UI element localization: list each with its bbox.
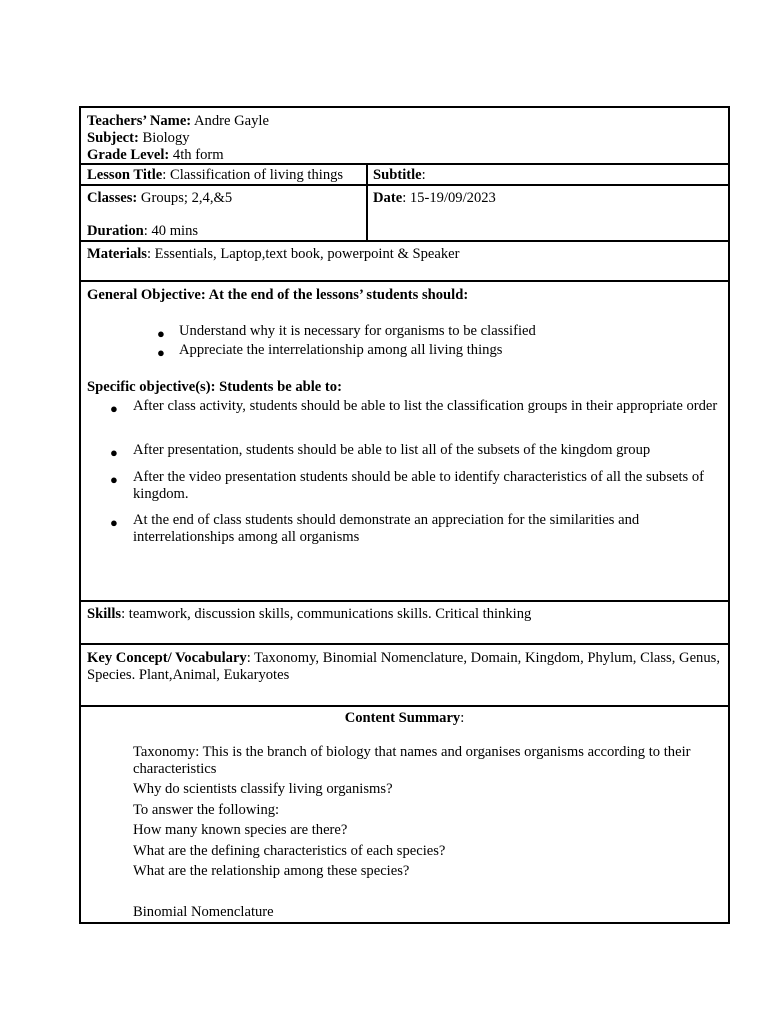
bullet-icon: ● (157, 326, 165, 341)
lesson-title-row (81, 165, 728, 186)
specific-objective-item: After class activity, students should be able to list the classification groups in their appropriate order (133, 398, 718, 414)
classes-row (81, 186, 728, 242)
lesson-title (87, 167, 343, 184)
skills-row (81, 602, 728, 645)
specific-objective-item: After presentation, students should be able to list all of the subsets of the kingdom group (133, 442, 651, 458)
skills-value: : teamwork, discussion skills, communications skills. Critical thinking (121, 606, 532, 622)
classes-value: Groups; 2,4,&5 (137, 190, 233, 206)
teacher-label: Teachers’ Name: (87, 113, 192, 129)
content-summary-heading (81, 710, 728, 727)
subject-label: Subject: (87, 130, 139, 146)
subtitle-label: Subtitle (373, 167, 422, 183)
bullet-icon: ● (157, 345, 165, 360)
classes (87, 190, 232, 207)
date (373, 190, 496, 207)
subtitle (373, 167, 426, 184)
grade-value: 4th form (169, 147, 224, 163)
content-line: How many known species are there? (133, 822, 348, 838)
bullet-icon: ● (110, 515, 118, 530)
general-objective-item: Appreciate the interrelationship among all living things (179, 342, 503, 358)
specific-objective-item: At the end of class students should demonstrate an appreciation for the similarities and interrelationships among all organisms (133, 512, 640, 545)
materials-value: : Essentials, Laptop,text book, powerpoint & Speaker (146, 246, 460, 262)
content-line: What are the relationship among these species? (133, 863, 410, 879)
content-line: Why do scientists classify living organisms? (133, 781, 393, 797)
content-summary-label: Content Summary (344, 710, 461, 726)
date-value: : 15-19/09/2023 (402, 190, 496, 206)
lesson-title-cell (81, 165, 368, 184)
header-row (81, 108, 728, 165)
materials-row (81, 242, 728, 282)
specific-objective-heading (87, 379, 342, 396)
subtitle-value: : (421, 167, 426, 183)
date-label: Date (373, 190, 403, 206)
duration-value: : 40 mins (143, 223, 199, 239)
content-line: Binomial Nomenclature (133, 904, 274, 920)
skills-label: Skills (87, 606, 122, 622)
duration (87, 223, 198, 240)
general-objective-item: Understand why it is necessary for organisms to be classified (179, 323, 536, 339)
lesson-title-value: : Classification of living things (162, 167, 344, 183)
lesson-title-label: Lesson Title (87, 167, 163, 183)
vocabulary-value: : Taxonomy, Binomial Nomenclature, Domain, Kingdom, Phylum, Class, Genus, Species. Plant,Animal, Eukaryotes (87, 650, 720, 683)
teacher-value: Andre Gayle (191, 113, 269, 129)
content-line: Taxonomy: This is the branch of biology that names and organises organisms according to their characteristics (133, 744, 691, 777)
specific-objective-item: After the video presentation students should be able to identify characteristics of all the subsets of kingdom. (133, 469, 705, 502)
content-summary-suffix: : (460, 710, 465, 726)
date-cell (368, 186, 728, 240)
general-objective-label: General Objective: At the end of the lessons’ students should: (87, 287, 469, 303)
subject (87, 130, 190, 147)
materials-label: Materials (87, 246, 147, 262)
general-objective-heading (87, 287, 468, 304)
objectives-row (81, 282, 728, 602)
teacher-name (87, 113, 269, 130)
specific-objective-label: Specific objective(s): Students be able to: (87, 379, 342, 395)
grade-label: Grade Level: (87, 147, 170, 163)
vocabulary-row (81, 645, 728, 707)
lesson-plan-table (79, 106, 730, 924)
bullet-icon: ● (110, 472, 118, 487)
content-line: To answer the following: (133, 802, 280, 818)
vocabulary-label: Key Concept/ Vocabulary (87, 650, 247, 666)
duration-label: Duration (87, 223, 144, 239)
subtitle-cell (368, 165, 728, 184)
grade-level (87, 147, 224, 164)
subject-value: Biology (138, 130, 190, 146)
bullet-icon: ● (110, 445, 118, 460)
vocabulary (87, 650, 723, 684)
content-summary-row (81, 707, 728, 922)
skills (87, 606, 531, 623)
bullet-icon: ● (110, 401, 118, 416)
classes-cell (81, 186, 368, 240)
materials (87, 246, 459, 263)
classes-label: Classes: (87, 190, 138, 206)
content-line: What are the defining characteristics of each species? (133, 843, 446, 859)
